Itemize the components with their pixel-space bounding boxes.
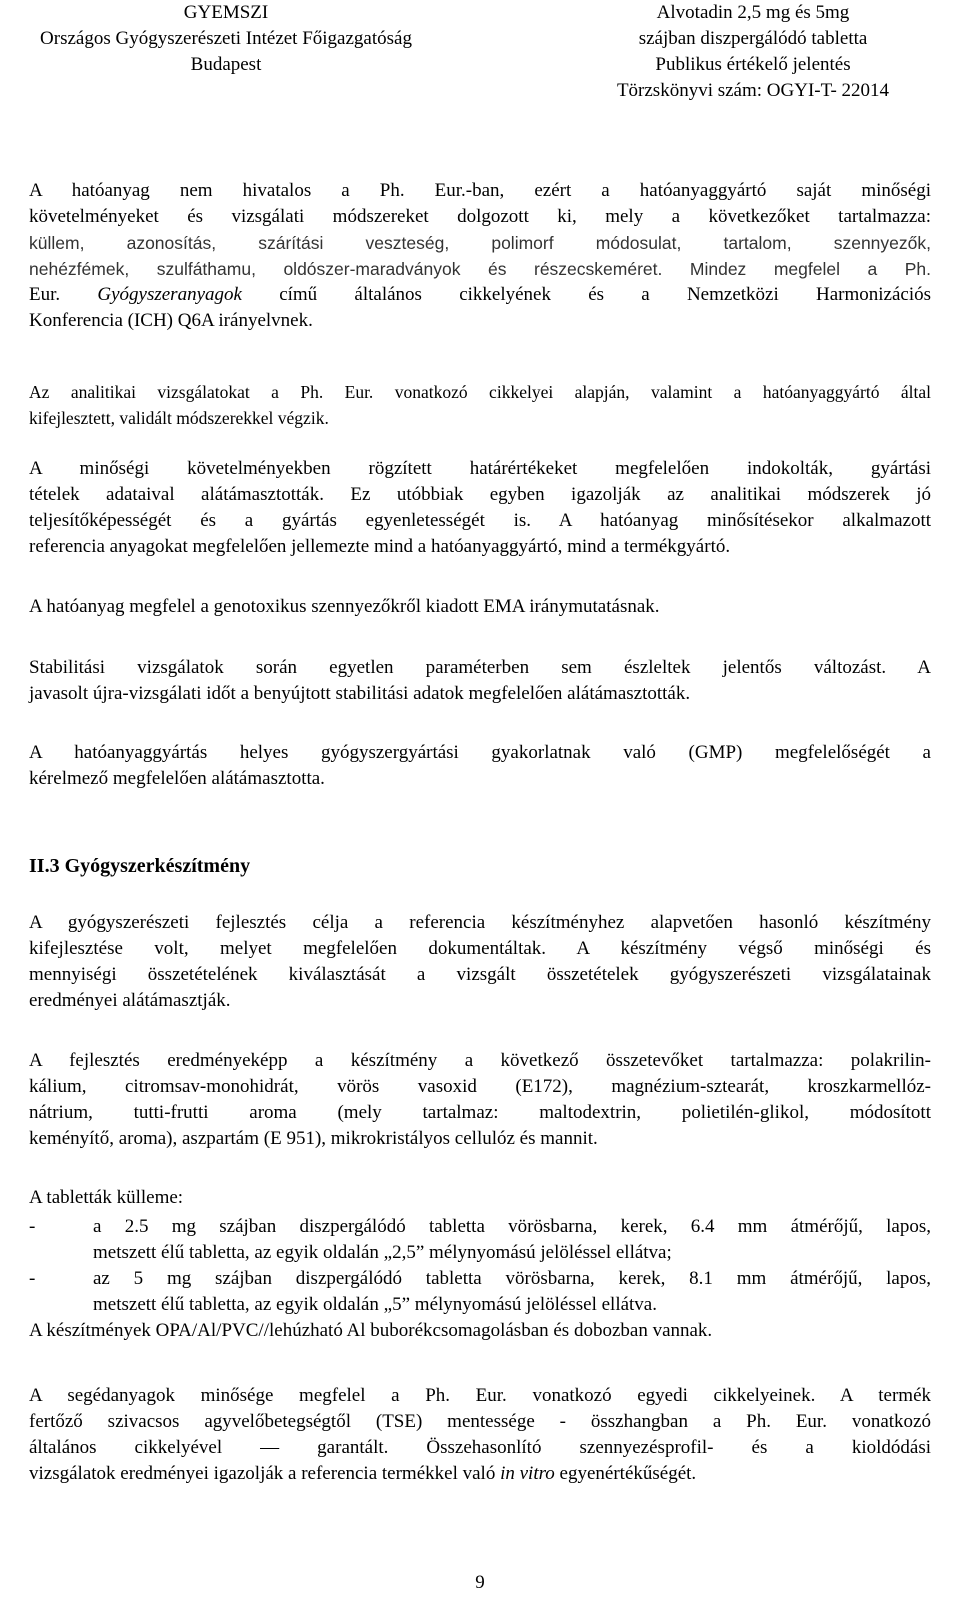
- page-number: 9: [475, 1572, 485, 1593]
- list-item-text: metszett élű tabletta, az egyik oldalán „2,5” mélynyomású jelöléssel ellátva;: [93, 1242, 672, 1263]
- text-line: keményítő, aroma), aszpartám (E 951), mikrokristályos cellulóz és mannit.: [29, 1128, 598, 1149]
- header-agency-full: Országos Gyógyszerészeti Intézet Főigazgatóság: [40, 28, 412, 49]
- text-line: kifejlesztése volt, melyet megfelelően dokumentáltak. A készítmény végső minőségi és: [29, 938, 931, 959]
- text-line: A tabletták külleme:: [29, 1187, 184, 1208]
- text-line: A készítmények OPA/Al/PVC//lehúzható Al buborékcsomagolásban és dobozban vannak.: [29, 1320, 713, 1341]
- list-item-text: a 2.5 mg szájban diszpergálódó tabletta vörösbarna, kerek, 6.4 mm átmérőjű, lapos,: [93, 1216, 931, 1237]
- text-line: nátrium, tutti-frutti aroma (mely tartalmaz: maltodextrin, polietilén-glikol, módosított: [29, 1102, 931, 1123]
- list-dash: -: [29, 1268, 36, 1289]
- paragraph-stability: [29, 655, 931, 707]
- text-line: A fejlesztés eredményeképp a készítmény a következő összetevőket tartalmazza: polakrilin-: [29, 1050, 931, 1071]
- text-line: követelményeket és vizsgálati módszereket dolgozott ki, mely a következőket tartalmazza:: [29, 206, 931, 227]
- text-line: nehézfémek, szulfáthamu, oldószer-maradványok és részecskeméret. Mindez megfelel a Ph.: [29, 259, 931, 279]
- paragraph-analytics: [29, 379, 931, 431]
- text-line: eredményei alátámasztják.: [29, 990, 231, 1011]
- text-line: általános cikkelyével — garantált. Összehasonlító szennyezésprofil- és a kioldódási: [29, 1437, 931, 1458]
- text-line: kálium, citromsav-monohidrát, vörös vasoxid (E172), magnézium-sztearát, kroszkarmellóz-: [29, 1076, 931, 1097]
- text-line: A gyógyszerészeti fejlesztés célja a referencia készítményhez alapvetően hasonló készítmény: [29, 912, 931, 933]
- paragraph-development: [29, 910, 931, 1014]
- header-city: Budapest: [190, 54, 262, 75]
- text-line: Stabilitási vizsgálatok során egyetlen paraméterben sem észleltek jelentős változást. A: [29, 657, 931, 678]
- tablets-list: [29, 1214, 931, 1318]
- text-line: kérelmező megfelelően alátámasztotta.: [29, 768, 325, 789]
- tablets-label: [29, 1185, 931, 1211]
- text-line: kifejlesztett, validált módszerekkel végzik.: [29, 408, 329, 428]
- text-line: Az analitikai vizsgálatokat a Ph. Eur. vonatkozó cikkelyei alapján, valamint a hatóanyaggyártó által: [29, 382, 931, 402]
- list-item-text: az 5 mg szájban diszpergálódó tabletta vörösbarna, kerek, 8.1 mm átmérőjű, lapos,: [93, 1268, 931, 1289]
- text-line: javasolt újra-vizsgálati időt a benyújtott stabilitási adatok megfelelően alátámasztották.: [29, 683, 691, 704]
- header-product-form: szájban diszpergálódó tabletta: [638, 28, 868, 49]
- paragraph-packaging: [29, 1318, 931, 1344]
- paragraph-gmp: [29, 740, 931, 792]
- document-body: [29, 0, 931, 1613]
- text-line: A minőségi követelményekben rögzített határértékeket megfelelően indokolták, gyártási: [29, 458, 931, 479]
- paragraph-genotoxic: [29, 594, 931, 620]
- text-line: teljesítőképességét és a gyártás egyenletességét is. A hatóanyag minősítésekor alkalmazott: [29, 510, 931, 531]
- text-line: referencia anyagokat megfelelően jellemezte mind a hatóanyaggyártó, mind a termékgyártó.: [29, 536, 731, 557]
- text-line: mennyiségi összetételének kiválasztását a vizsgált összetételek gyógyszerészeti vizsgálatainak: [29, 964, 931, 985]
- text-run-italic: in vitro: [500, 1463, 555, 1484]
- text-line: [29, 1461, 931, 1487]
- paragraph-excipients: [29, 1383, 931, 1487]
- text-line: A hatóanyaggyártás helyes gyógyszergyártási gyakorlatnak való (GMP) megfelelőségét a: [29, 742, 931, 763]
- list-dash: -: [29, 1216, 36, 1237]
- text-line: küllem, azonosítás, szárítási veszteség, polimorf módosulat, tartalom, szennyezők,: [29, 233, 931, 253]
- list-item: [29, 1266, 931, 1292]
- text-run: egyenértékűségét.: [554, 1463, 697, 1484]
- list-item-text: metszett élű tabletta, az egyik oldalán „5” mélynyomású jelöléssel ellátva.: [93, 1294, 657, 1315]
- header-registration-number: Törzskönyvi szám: OGYI-T- 22014: [616, 80, 890, 101]
- paragraph-composition: [29, 1048, 931, 1152]
- list-item-continuation: [29, 1292, 931, 1318]
- header-agency-short: GYEMSZI: [183, 2, 269, 23]
- text-line: tételek adataival alátámasztották. Ez utóbbiak egyben igazolják az analitikai módszerek jó: [29, 484, 931, 505]
- list-item-continuation: [29, 1240, 931, 1266]
- text-line: Konferencia (ICH) Q6A irányelvnek.: [29, 310, 313, 331]
- list-item: [29, 1214, 931, 1240]
- text-line: fertőző szivacsos agyvelőbetegségtől (TSE) mentessége - összhangban a Ph. Eur. vonatkozó: [29, 1411, 931, 1432]
- text-line: A hatóanyag nem hivatalos a Ph. Eur.-ban, ezért a hatóanyaggyártó saját minőségi: [29, 180, 931, 201]
- text-line: A segédanyagok minősége megfelel a Ph. Eur. vonatkozó egyedi cikkelyeinek. A termék: [29, 1385, 931, 1406]
- paragraph-specifications: [29, 178, 931, 334]
- text-line: A hatóanyag megfelel a genotoxikus szennyezőkről kiadott EMA iránymutatásnak.: [29, 596, 660, 617]
- section-heading: II.3 Gyógyszerkészítmény: [29, 855, 251, 877]
- header-product-name: Alvotadin 2,5 mg és 5mg: [656, 2, 850, 23]
- text-line: Eur. Gyógyszeranyagok című általános cikkelyének és a Nemzetközi Harmonizációs: [29, 284, 931, 305]
- header-report-type: Publikus értékelő jelentés: [655, 54, 851, 75]
- paragraph-limits: [29, 456, 931, 560]
- text-run: vizsgálatok eredményei igazolják a referencia termékkel való: [29, 1463, 501, 1484]
